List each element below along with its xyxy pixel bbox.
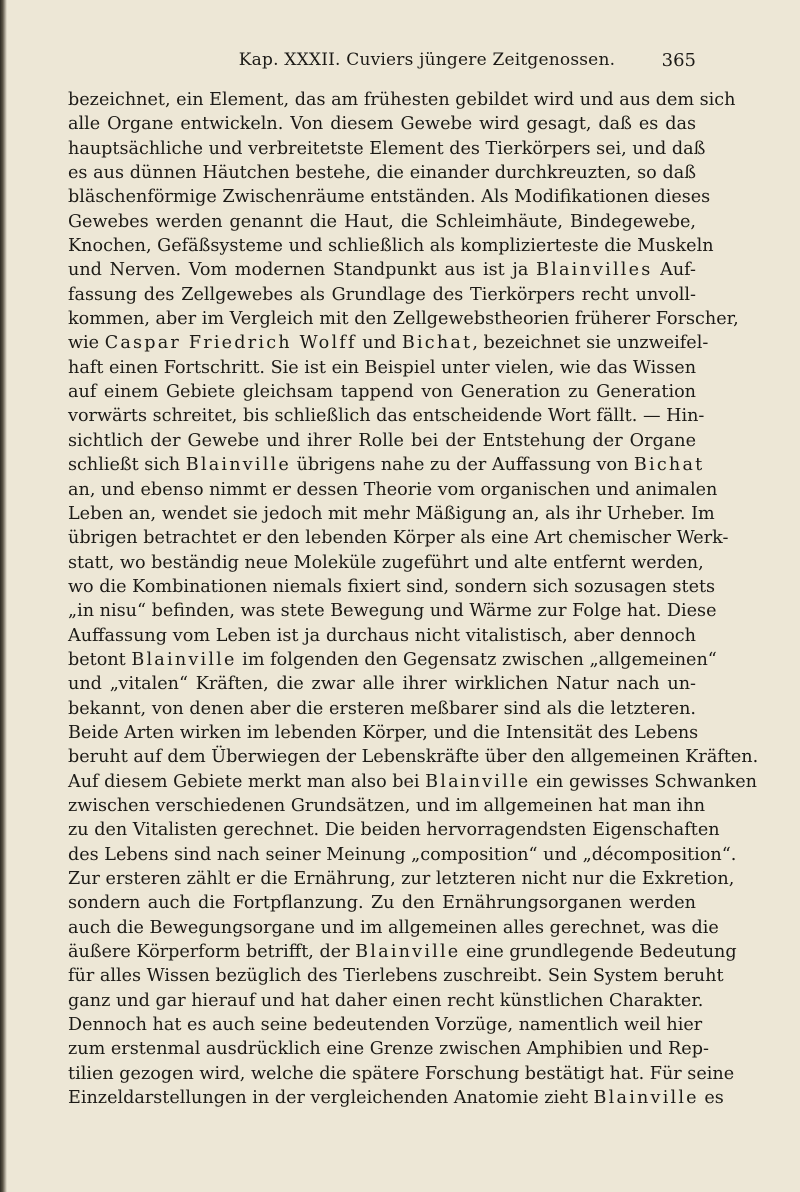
text-segment: und [356, 333, 402, 354]
text-line [68, 989, 704, 1013]
text-segment: Dennoch hat es auch seine bedeutenden Vorzüge, namentlich weil hier [68, 1015, 703, 1036]
text-line [68, 502, 715, 526]
text-line [68, 648, 717, 672]
text-line [68, 404, 705, 428]
text-segment: „in nisu“ befinden, was stete Bewegung und Wärme zur Folge hat. Diese [68, 601, 717, 622]
text-segment: vorwärts schreitet, bis schließlich das entscheidende Wort fällt. — Hin- [68, 406, 705, 427]
person-name: Blainville [355, 942, 461, 963]
text-line [68, 551, 704, 575]
text-segment: ein gewisses Schwanken [530, 771, 757, 792]
person-name: Bichat [633, 455, 705, 476]
text-segment: bezeichnet, ein Element, das am frühesten gebildet wird und aus dem sich [68, 90, 736, 110]
person-name: Caspar Friedrich Wolff [104, 333, 357, 354]
text-segment: Leben an, wendet sie jedoch mit mehr Mäßigung an, als ihr Urheber. Im [68, 503, 715, 524]
text-segment: hauptsächliche und verbreitetste Element des Tierkörpers sei, und daß [68, 138, 706, 159]
text-segment: Zur ersteren zählt er die Ernährung, zur letzteren nicht nur die Exkretion, [68, 869, 735, 889]
text-segment: beruht auf dem Überwiegen der Lebenskräfte über den allgemeinen Kräften. [68, 747, 759, 768]
text-line [68, 891, 696, 915]
text-segment: haft einen Fortschritt. Sie ist ein Beispiel unter vielen, wie das Wissen [68, 357, 697, 378]
text-line [68, 185, 711, 209]
text-segment: auf einem Gebiete gleichsam tappend von Generation zu Generation [68, 382, 696, 403]
person-name: Blainville [131, 649, 237, 670]
text-line [68, 721, 699, 745]
text-segment: Auf diesem Gebiete merkt man also bei [68, 771, 426, 792]
text-line [68, 672, 696, 696]
person-name: Blainville [425, 771, 531, 792]
text-segment: betont [68, 649, 132, 670]
text-line [68, 453, 705, 477]
text-line [68, 137, 706, 161]
text-line [68, 964, 724, 988]
text-line [68, 356, 696, 380]
text-line [68, 867, 735, 891]
text-segment: übrigen betrachtet er den lebenden Körper als eine Art chemischer Werk- [68, 528, 729, 549]
text-line [68, 916, 719, 940]
text-segment: sondern auch die Fortpflanzung. Zu den Ernährungsorganen werden [68, 893, 696, 914]
text-segment: bekannt, von denen aber die ersteren meßbarer sind als die letzteren. [68, 698, 696, 719]
person-name: Bichat [401, 333, 473, 354]
text-line [68, 307, 739, 331]
text-segment: Beide Arten wirken im lebenden Körper, und die Intensität des Lebens [68, 722, 699, 743]
text-segment: alle Organe entwickeln. Von diesem Gewebe wird gesagt, daß es das [68, 114, 696, 135]
text-segment: Auffassung vom Leben ist ja durchaus nicht vitalistisch, aber dennoch [68, 625, 696, 646]
text-line [68, 161, 696, 185]
text-line [68, 478, 718, 502]
text-line [68, 210, 696, 234]
text-segment: und „vitalen“ Kräften, die zwar alle ihrer wirklichen Natur nach un- [68, 674, 696, 695]
text-line [68, 697, 696, 721]
text-line [68, 526, 729, 550]
person-name: Blainville [185, 455, 291, 476]
text-segment: Knochen, Gefäßsysteme und schließlich als komplizierteste die Muskeln [68, 236, 714, 257]
running-title: Kap. XXXII. Cuviers jüngere Zeitgenossen. [238, 50, 616, 70]
text-segment: ganz und gar hierauf und hat daher einen recht künstlichen Charakter. [68, 990, 704, 1011]
text-line [68, 112, 696, 136]
text-segment: tilien gezogen wird, welche die spätere Forschung bestätigt hat. Für seine [68, 1063, 735, 1084]
text-segment: und Nerven. Vom modernen Standpunkt aus ist ja [68, 260, 536, 281]
text-segment: Gewebes werden genannt die Haut, die Schleimhäute, Bindegewebe, [68, 211, 696, 232]
text-segment: für alles Wissen bezüglich des Tierlebens zuschreibt. Sein System beruht [68, 966, 724, 987]
text-line [68, 940, 737, 964]
text-line [68, 624, 696, 648]
text-line [68, 234, 714, 258]
text-segment: äußere Körperform betrifft, der [68, 942, 356, 963]
text-line [68, 818, 720, 842]
text-line [68, 794, 706, 818]
text-segment: wie [68, 333, 105, 354]
page-binding-edge [0, 0, 7, 1192]
text-line [68, 745, 759, 769]
text-segment: des Lebens sind nach seiner Meinung „composition“ und „décomposition“. [68, 844, 737, 865]
text-segment: an, und ebenso nimmt er dessen Theorie vom organischen und animalen [68, 479, 718, 500]
text-segment: übrigens nahe zu der Auffassung von [290, 455, 634, 476]
text-line [68, 843, 737, 867]
text-line [68, 429, 696, 453]
text-line [68, 575, 716, 599]
text-segment: bläschenförmige Zwischenräume entständen. Als Modifikationen dieses [68, 187, 711, 208]
text-segment: fassung des Zellgewebes als Grundlage des Tierkörpers recht unvoll- [68, 284, 696, 305]
text-segment: es [698, 1088, 724, 1109]
text-line [68, 88, 736, 112]
text-segment: es aus dünnen Häutchen bestehe, die einander durchkreuzten, so daß [68, 163, 696, 184]
text-line [68, 1013, 703, 1037]
text-segment: Einzeldarstellungen in der vergleichenden Anatomie zieht [68, 1088, 594, 1109]
text-line [68, 380, 696, 404]
text-segment: wo die Kombinationen niemals fixiert sind, sondern sich sozusagen stets [68, 576, 716, 597]
text-line [68, 770, 757, 794]
text-segment: schließt sich [68, 455, 186, 476]
person-name: Blainville [593, 1088, 699, 1109]
text-line [68, 1062, 735, 1086]
body-text [68, 88, 759, 1110]
text-segment: eine grundlegende Bedeutung [460, 942, 737, 963]
text-segment: im folgenden den Gegensatz zwischen „allgemeinen“ [236, 649, 717, 670]
text-segment: , bezeichnet sie unzweifel- [472, 333, 709, 354]
text-segment: sichtlich der Gewebe und ihrer Rolle bei der Entstehung der Organe [68, 430, 696, 451]
text-segment: statt, wo beständig neue Moleküle zugeführt und alte entfernt werden, [68, 552, 704, 573]
text-line [68, 258, 696, 282]
text-line [68, 283, 696, 307]
text-line [68, 331, 709, 355]
text-segment: kommen, aber im Vergleich mit den Zellgewebstheorien früherer Forscher, [68, 309, 739, 330]
text-line [68, 599, 717, 623]
text-segment: auch die Bewegungsorgane und im allgemeinen alles gerechnet, was die [68, 917, 719, 938]
text-line [68, 1086, 724, 1110]
text-segment: zum erstenmal ausdrücklich eine Grenze zwischen Amphibien und Rep- [68, 1039, 709, 1060]
text-line [68, 1037, 709, 1061]
page-header [68, 50, 696, 76]
person-name: Blainvilles [535, 260, 653, 281]
page-number: 365 [661, 50, 696, 71]
text-segment: zu den Vitalisten gerechnet. Die beiden hervorragendsten Eigenschaften [68, 820, 720, 841]
text-segment: zwischen verschiedenen Grundsätzen, und im allgemeinen hat man ihn [68, 795, 706, 816]
text-segment: Auf- [652, 260, 696, 281]
